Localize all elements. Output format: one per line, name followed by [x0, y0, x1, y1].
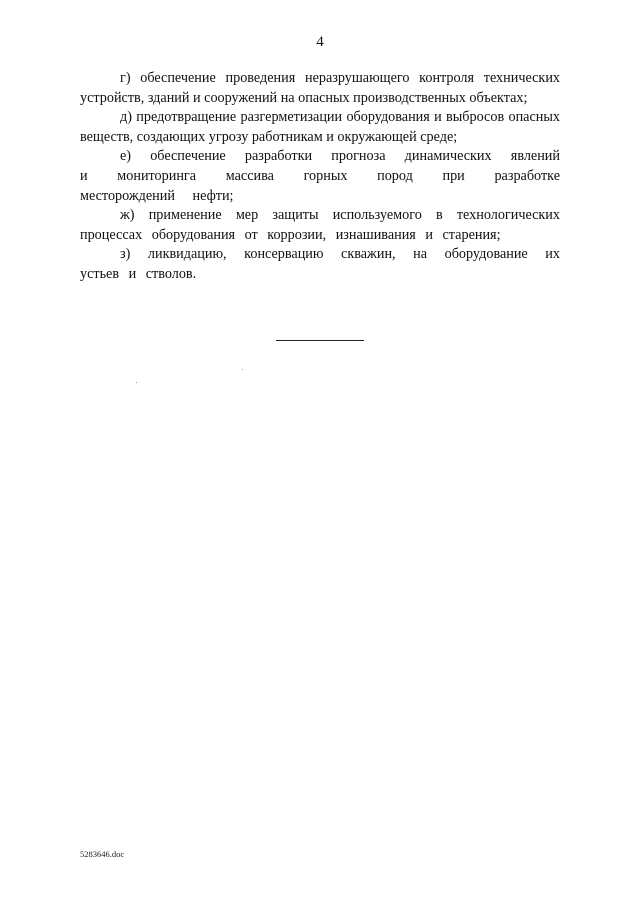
- paragraph-zh: ж) применение мер защиты используемого в технологических процессах оборудования от коррозии, изнашивания и старения;: [80, 207, 560, 243]
- scan-speck: [136, 382, 137, 383]
- document-body: [80, 69, 560, 285]
- end-of-text-divider: [276, 340, 364, 341]
- paragraph-z: з) ликвидацию, консервацию скважин, на оборудование их устьев и стволов.: [80, 246, 560, 282]
- paragraph-e: е) обеспечение разработки прогноза динамических явлений и мониторинга массива горных пород при разработке месторождений нефти;: [80, 148, 560, 204]
- paragraph-g: г) обеспечение проведения неразрушающего контроля технических устройств, зданий и сооружений на опасных производственных объектах;: [80, 70, 560, 106]
- scan-speck: [242, 369, 243, 370]
- paragraph-d: д) предотвращение разгерметизации оборудования и выбросов опасных веществ, создающих угрозу работникам и окружающей среде;: [80, 109, 560, 145]
- document-code: 5283646.doc: [80, 849, 125, 859]
- page-number: 4: [316, 34, 324, 50]
